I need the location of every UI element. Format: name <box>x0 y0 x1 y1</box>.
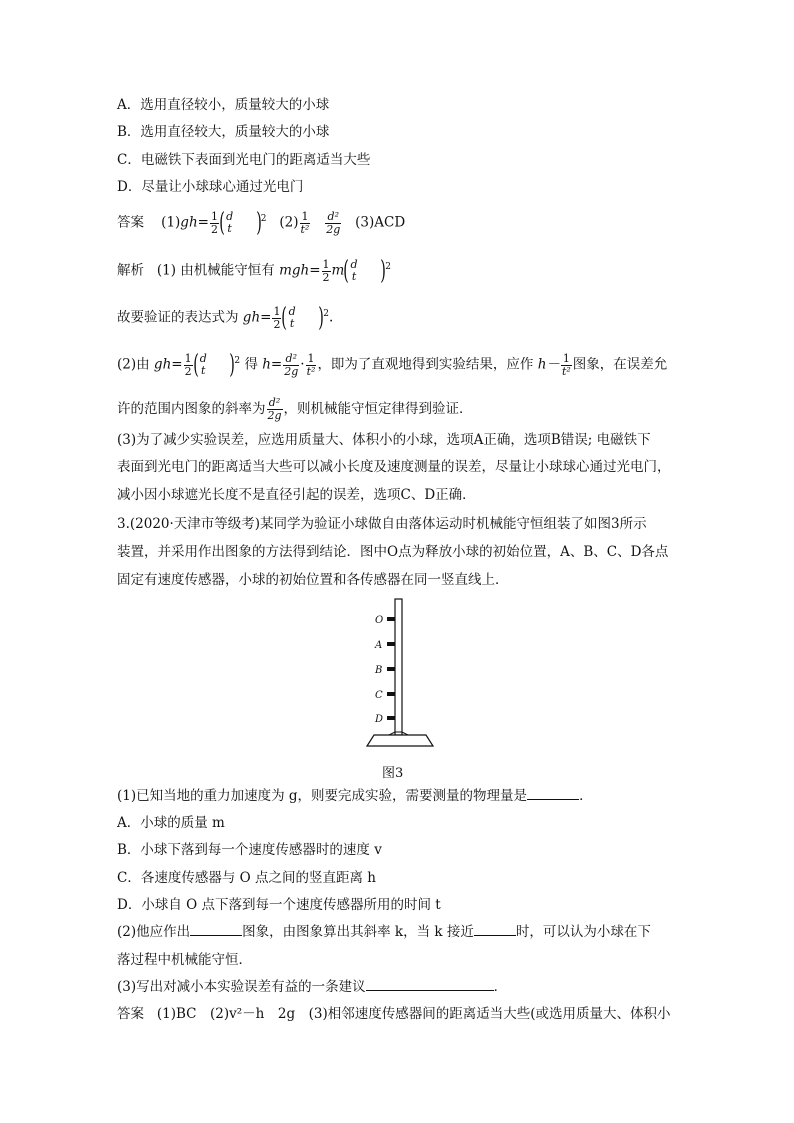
answer-label: 答案 <box>117 214 144 231</box>
q3-answer: 答案 (1)BC (2)v²－h 2g (3)相邻速度传感器间的距离适当大些(或选用质量大、体积小 <box>117 1006 671 1022</box>
figure-3-apparatus <box>365 596 435 750</box>
option-c: C．电磁铁下表面到光电门的距离适当大些 <box>117 152 371 168</box>
q3-option-a: A．小球的质量 m <box>117 815 225 831</box>
label-a: A <box>375 640 383 651</box>
answer-line: 答案 (1)gh= $\frac{1}{2}$ ( d t )$^2$ (2) $\frac{1}{\text{t²}}$ $\frac{\text{d²}}{2g}$ (3)ACD <box>117 208 406 238</box>
label-o: O <box>375 615 384 626</box>
analysis-line-6: 表面到光电门的距离适当大些可以减小长度及速度测量的误差，尽量让小球球心通过光电门， <box>117 459 671 475</box>
analysis-line-3: (2)由 gh= $\frac{1}{2}$ ( d t )$^2$ 得 h= $\frac{\text{d²}}{2g}$ · $\frac{1}{\text{t²}}$ ，即为了直观地得到实验结果，应作 h－ $\frac{1}{\text{t²}}$ 图象，在误差允 <box>117 350 668 380</box>
option-a: A．选用直径较小，质量较大的小球 <box>117 97 330 113</box>
label-d: D <box>375 714 384 725</box>
analysis-line-7: 减小因小球遮光长度不是直径引起的误差，选项C、D正确． <box>117 487 476 503</box>
analysis-line-1: 解析 (1) 由机械能守恒有 mgh= $\frac{1}{2}$ m( d t )$^2$ <box>117 256 391 286</box>
q3-line-2: 装置，并采用作出图象的方法得到结论．图中O点为释放小球的初始位置，A、B、C、D各点 <box>117 544 669 560</box>
q3-sub-1: (1)已知当地的重力加速度为 g，则要完成实验，需要测量的物理量是 ． <box>117 788 593 804</box>
stand-base <box>367 735 433 746</box>
label-b: B <box>375 665 383 676</box>
stand-rod <box>395 599 402 735</box>
analysis-line-5: (3)为了减少实验误差，应选用质量大、体积小的小球，选项A正确，选项B错误; 电磁铁下 <box>117 432 651 448</box>
q3-option-c: C．各速度传感器与 O 点之间的竖直距离 h <box>117 870 376 886</box>
q3-option-b: B．小球下落到每一个速度传感器时的速度 v <box>117 842 382 858</box>
sensor-o <box>387 617 395 621</box>
label-c: C <box>375 690 383 701</box>
q3-line-1: 3.(2020·天津市等级考)某同学为验证小球做自由落体运动时机械能守恒组装了如图3所示 <box>117 516 647 532</box>
figure-caption: 图3 <box>382 766 404 781</box>
option-b: B．选用直径较大，质量较大的小球 <box>117 124 330 140</box>
q3-line-3: 固定有速度传感器，小球的初始位置和各传感器在同一竖直线上． <box>117 572 509 588</box>
q3-sub-3: (3)写出对减小本实验误差有益的一条建议 ． <box>117 979 508 995</box>
analysis-label: 解析 <box>117 262 144 279</box>
analysis-line-4: 许的范围内图象的斜率为 $\frac{\text{d²}}{2g}$ ，则机械能守恒定律得到验证． <box>117 396 473 422</box>
sensor-c <box>387 692 395 696</box>
q3-option-d: D．小球自 O 点下落到每一个速度传感器所用的时间 t <box>117 897 441 913</box>
analysis-line-2: 故要验证的表达式为 gh= $\frac{1}{2}$ ( d t )$^2$. <box>117 303 334 333</box>
sensor-d <box>387 716 395 720</box>
sensor-b <box>387 667 395 671</box>
sensor-a <box>387 642 395 646</box>
q3-sub-2: (2)他应作出 图象，由图象算出其斜率 k，当 k 接近 时，可以认为小球在下 <box>117 924 651 940</box>
option-d: D．尽量让小球球心通过光电门 <box>117 179 304 195</box>
q3-sub-2-cont: 落过程中机械能守恒． <box>117 952 252 968</box>
